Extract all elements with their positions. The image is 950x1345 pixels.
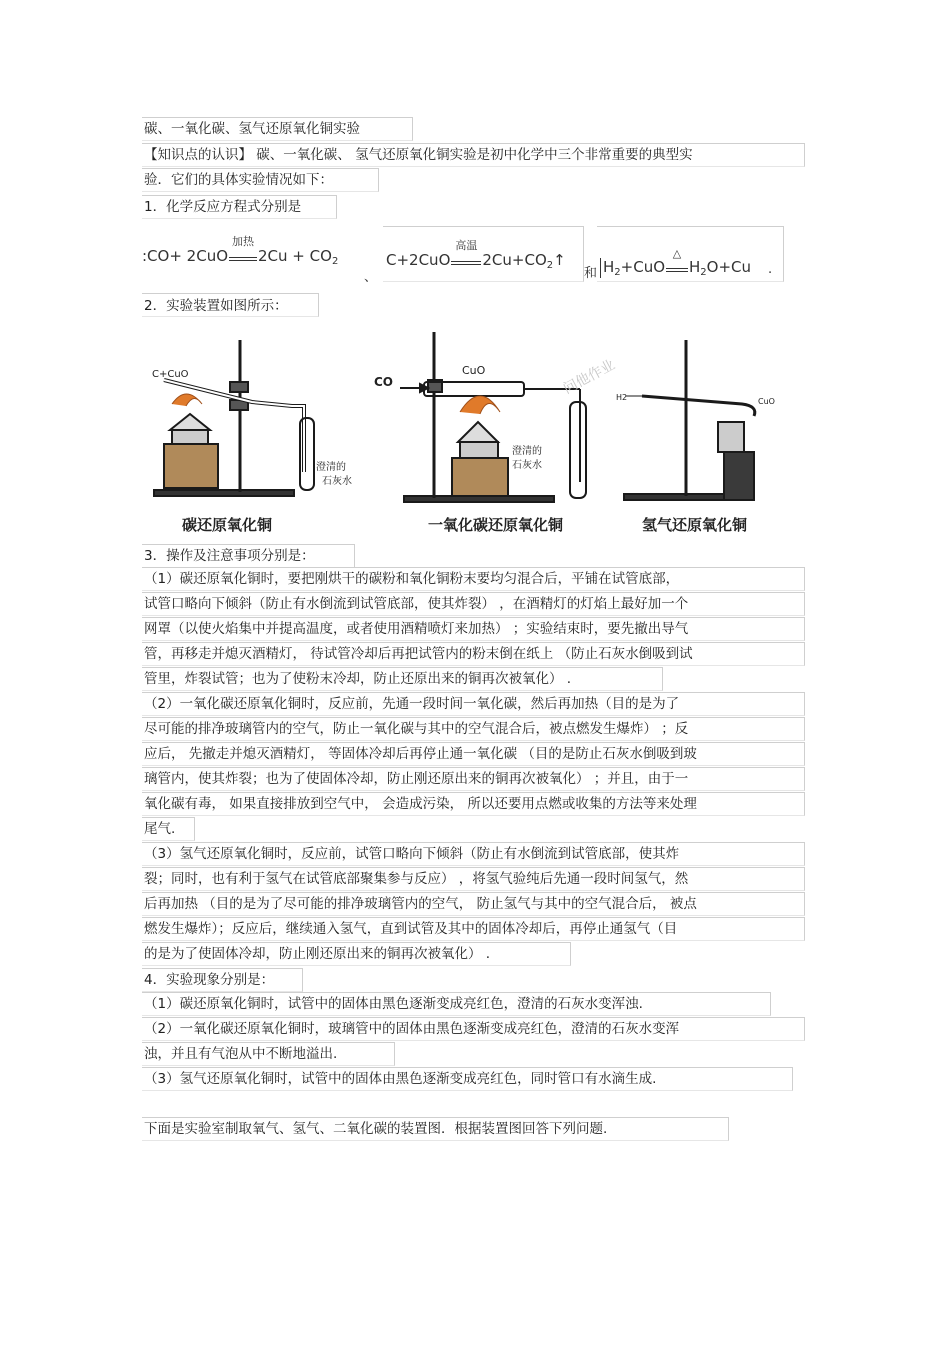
intro-line-2: 验．它们的具体实验情况如下：	[144, 172, 333, 188]
p1-line-2: 试管口略向下倾斜（防止有水倒流到试管底部，使其炸裂） ，在酒精灯的灯焰上最好加一个	[144, 596, 689, 612]
equation-end-period: .	[768, 262, 773, 277]
observation-2a: （2）一氧化碳还原氧化铜时，玻璃管中的固体由黑色逐渐变成亮红色，澄清的石灰水变浑	[144, 1021, 680, 1037]
p1-line-3: 网罩（以使火焰集中并提高温度，或者使用酒精喷灯来加热） ；实验结束时，要先撤出导气	[144, 621, 689, 637]
p2-line-5: 氧化碳有毒， 如果直接排放到空气中， 会造成污染， 所以还要用点燃或收集的方法等来处理	[144, 796, 697, 812]
observation-2b: 浊，并且有气泡从中不断地溢出.	[144, 1046, 338, 1062]
intro-line-1: 【知识点的认识】 碳、一氧化碳、 氢气还原氧化铜实验是初中化学中三个非常重要的典型实	[144, 147, 693, 163]
carbon-reduction-apparatus	[154, 340, 314, 496]
p3-line-2: 裂；同时，也有利于氢气在试管底部聚集参与反应） ，将氢气验纯后先通一段时间氢气，然	[144, 871, 689, 887]
watermark: 问他作业	[560, 356, 618, 398]
section-1-heading: 1．化学反应方程式分别是	[144, 199, 302, 215]
p3-line-3: 后再加热 （目的是为了尽可能的排净玻璃管内的空气， 防止氢气与其中的空气混合后， 被点	[144, 896, 697, 912]
label-limewater-1a: 澄清的	[316, 462, 346, 473]
p1-line-4: 管，再移走并熄灭酒精灯， 待试管冷却后再把试管内的粉末倒在纸上 （防止石灰水倒吸到试	[144, 646, 693, 662]
p2-line-1: （2）一氧化碳还原氧化铜时，反应前，先通一段时间一氧化碳，然后再加热（目的是为了	[144, 696, 680, 712]
equation-co: :CO+ 2CuO 加热 $2Cu + CO_2$	[142, 235, 339, 267]
p1-line-1: （1）碳还原氧化铜时，要把刚烘干的碳粉和氧化铜粉末要均匀混合后，平铺在试管底部，	[144, 571, 680, 587]
section-4-heading: 4．实验现象分别是：	[144, 972, 275, 988]
co-reduction-apparatus	[400, 332, 586, 502]
p2-line-4: 璃管内，使其炸裂；也为了使固体冷却，防止刚还原出来的铜再次被氧化） ；并且，由于一	[144, 771, 689, 787]
label-cuo-2: CuO	[758, 397, 775, 406]
section-3-heading: 3．操作及注意事项分别是：	[144, 548, 315, 564]
observation-3: （3）氢气还原氧化铜时，试管中的固体由黑色逐渐变成亮红色，同时管口有水滴生成.	[144, 1071, 657, 1087]
equation-separator-1: 、	[364, 270, 378, 285]
label-h2: H2	[616, 393, 628, 402]
p2-line-3: 应后， 先撤走并熄灭酒精灯， 等固体冷却后再停止通一氧化碳 （目的是防止石灰水倒吸到玻	[144, 746, 697, 762]
label-cuo: CuO	[462, 364, 486, 377]
p1-line-5: 管里，炸裂试管；也为了使粉末冷却，防止还原出来的铜再次被氧化） .	[144, 671, 572, 687]
p2-line-2: 尽可能的排净玻璃管内的空气，防止一氧化碳与其中的空气混合后，被点燃发生爆炸） ；反	[144, 721, 689, 737]
caption-carbon: 碳还原氧化铜	[182, 516, 273, 534]
p3-line-1: （3）氢气还原氧化铜时，反应前，试管口略向下倾斜（防止有水倒流到试管底部，使其炸	[144, 846, 680, 862]
p3-line-5: 的是为了使固体冷却，防止刚还原出来的铜再次被氧化） .	[144, 946, 491, 962]
observation-1: （1）碳还原氧化铜时，试管中的固体由黑色逐渐变成亮红色，澄清的石灰水变浑浊.	[144, 996, 643, 1012]
p2-line-6: 尾气.	[144, 821, 176, 837]
label-limewater-1b: 石灰水	[322, 476, 352, 487]
equation-h2: $H_2+CuO$ △ $H_2O+Cu$	[600, 258, 751, 278]
caption-h2: 氢气还原氧化铜	[642, 516, 748, 534]
label-c-cuo: C+CuO	[152, 369, 189, 380]
equation-c: C+2CuO 高温 $2Cu+CO_2↑$	[386, 239, 566, 271]
footer-question: 下面是实验室制取氧气、氢气、二氧化碳的装置图．根据装置图回答下列问题.	[144, 1121, 608, 1137]
caption-co: 一氧化碳还原氧化铜	[428, 516, 564, 534]
apparatus-figure	[142, 322, 782, 544]
section-2-heading: 2．实验装置如图所示：	[144, 298, 288, 314]
label-co: CO	[374, 375, 394, 389]
label-limewater-2a: 澄清的	[512, 446, 542, 457]
doc-title: 碳、一氧化碳、氢气还原氧化铜实验	[144, 121, 360, 137]
label-limewater-2b: 石灰水	[512, 460, 542, 471]
equation-separator-2: 和	[584, 266, 598, 281]
h2-reduction-apparatus	[624, 340, 755, 500]
p3-line-4: 燃发生爆炸）；反应后，继续通入氢气，直到试管及其中的固体冷却后，再停止通氢气（目	[144, 921, 678, 937]
